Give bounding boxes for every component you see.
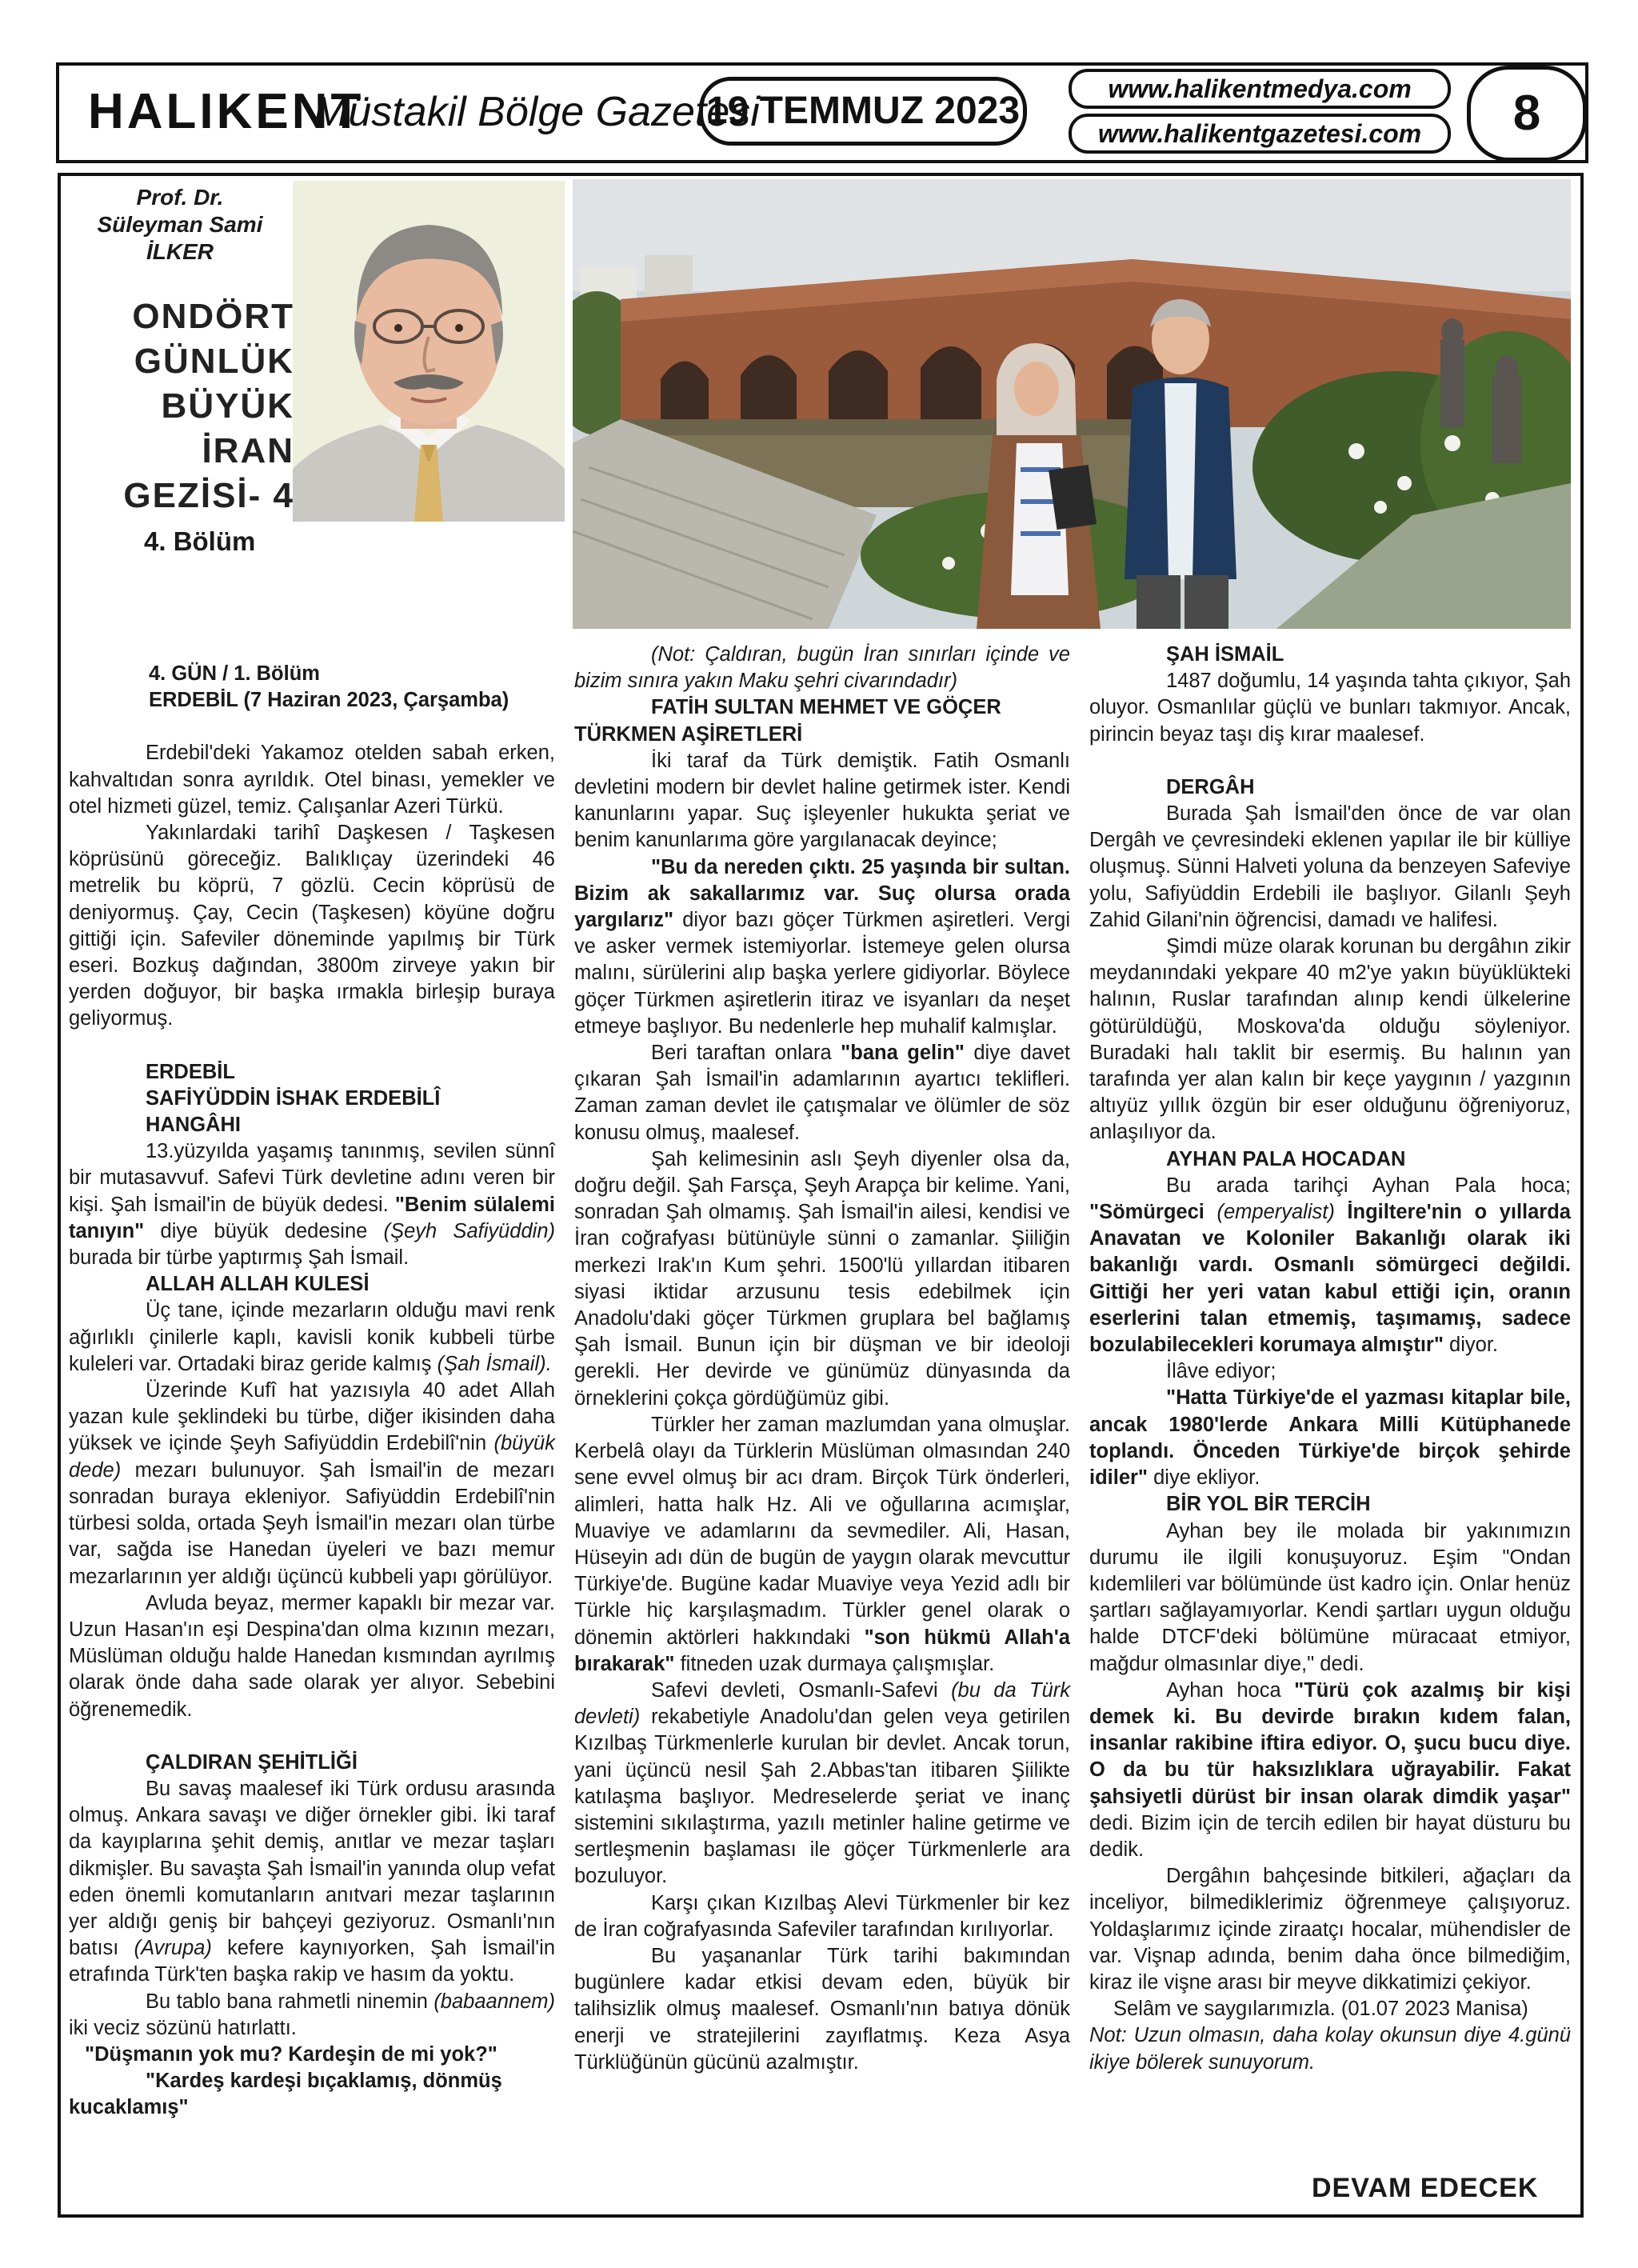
text: diye büyük dedesine [144, 1219, 384, 1242]
paragraph [69, 1989, 555, 2042]
headline-line-5: GEZİSİ- 4 [123, 476, 294, 515]
text: Türkler her zaman mazlumdan yana olmuşlar. Kerbelâ olayı da Türklerin Müslüman olmasından 240 sene evvel olmuş bir acı dram. Birçok Türk önderleri, alimleri, hatta halk Hz. Ali ve oğullarına acımışlar, Muaviye ve adamlarını da sevmediler. Ali, Hasan, Hüseyin adı dün de bugün de yaygın olarak mevcuttur Türkiye'de. Bugüne kadar Muaviye veya Yezid adlı bir Türkle hiç karşılaşmadım. Türkler genel olarak o dönemin aktörleri hakkındaki [574, 1413, 1070, 1649]
paragraph: Erdebil'deki Yakamoz otelden sabah erken, kahvaltıdan sonra ayrıldık. Otel binası, yemekler ve otel hizmeti güzel, temiz. Çalışanlar Azeri Türkü. [69, 742, 555, 818]
text: dedi. Bizim için de tercih edilen bir hayat düsturu bu dedik. [1089, 1811, 1571, 1861]
text: iki veciz sözünü hatırlattı. [69, 2016, 297, 2039]
italic-text: (bu da Türk devleti) [574, 1678, 1071, 1729]
note: (Not: Çaldıran, bugün İran sınırları içinde ve bizim sınıra yakın Maku şehri civarındadır) [574, 643, 1070, 693]
author-title: Prof. Dr. [136, 185, 224, 210]
paragraph: Burada Şah İsmail'den önce de var olan Dergâh ve çevresindeki eklenen yapılar ile bir külliye oluşmuş. Sünni Halveti yoluna da benzeyen Safeviye yolu, Safiyüddin Erdebili ile başlıyor. Gilanlı Şeyh Zahid Gilani'nin öğrencisi, damadı ve halifesi. [1089, 802, 1571, 931]
article-headline [66, 294, 294, 518]
text: Bu tablo bana rahmetli ninemin [146, 1990, 434, 2013]
text: rekabetiyle Anadolu'dan gelen veya getirilen Kızılbaş Türkmenlerle kurulan bir devlet. Ancak torun, yani üçüncü nesil Şah 2.Abbas'tan itibaren Şiilikte katılaşma başlıyor. Medreselerde şeriat ve inanç sistemini sıkılaştırma, yazılı metinler haline getirme ve sertleşmenin başlaması ile göçer Türkmenlerle ara bozuluyor. [574, 1706, 1070, 1888]
newspaper-header [56, 62, 1588, 163]
location-date: ERDEBİL (7 Haziran 2023, Çarşamba) [149, 689, 509, 712]
text: Bu savaş maalesef iki Türk ordusu arasında olmuş. Ankara savaşı ve diğer örnekler gibi. İki taraf da kayıplarına şehit demiş, anıtlar ve mezar taşları dikmişler. Bu savaşta Şah İsmail'in yanında olup vefat eden önemli komutanların anıtvari mezar taşlarının yer aldığı geniş bir bahçeyi geziyoruz. Osmanlı'nın batısı [69, 1777, 555, 1960]
column-1 [69, 661, 555, 2122]
headline-line-2: GÜNLÜK [134, 342, 294, 381]
paragraph [1089, 1385, 1571, 1491]
headline-line-3: BÜYÜK [161, 386, 294, 426]
section-heading: AYHAN PALA HOCADAN [1166, 1147, 1406, 1170]
author-portrait-photo [293, 181, 565, 522]
paragraph [69, 1138, 555, 1271]
text: burada bir türbe yaptırmış Şah İsmail. [69, 1246, 410, 1270]
text: kefere kaynıyorken, Şah İsmail'in etrafında Türk'ten başka rakip ve hasım da yoktu. [69, 1937, 555, 1986]
text: diye ekliyor. [1148, 1466, 1260, 1490]
text: 13.yüzyılda yaşamış tanınmış, sevilen sünnî bir mutasavvuf. Safevi Türk devletine adını veren bir kişi. Şah İsmail'in de büyük dedesi. [69, 1140, 555, 1216]
text: Beri taraftan onlara [651, 1042, 841, 1065]
masthead-subtitle: Müstakil Bölge Gazetesi [314, 89, 760, 135]
text: diye davet çıkaran Şah İsmail'in adamlarının ayartıcı teklifleri. Zaman zaman devlet ile çatışmalar ve ölümler de söz konusu olmuş, maalesef. [574, 1042, 1070, 1144]
column-2 [574, 642, 1070, 2076]
author-first-name: Süleyman Sami [97, 212, 263, 237]
closing-note: Not: Uzun olmasın, daha kolay okunsun diye 4.günü ikiye bölerek sunuyorum. [1089, 2024, 1571, 2074]
text: mezarı bulunuyor. Şah İsmail'in de mezarı sonradan buraya ekleniyor. Safiyüddin Erdebilî'nin türbesi solda, ortada Şeyh İsmail'in mezarı olan türbe var, sağda ise Hanedan üyeleri ve bazı memur mezarlarının yer aldığı üçüncü kubbeli yapı görülüyor. [69, 1458, 555, 1588]
paragraph: Şah kelimesinin aslı Şeyh diyenler olsa da, doğru değil. Şah Farsça, Şeyh Arapça bir kelime. Yani, sonradan Şah olmamış. Şah İsmail'in ailesi, kendisi ve İran coğrafyası bütünüyle sünni o zamanlar. Şiiliğin merkezi Irak'ın Kum şehri. 1500'lü yıllardan itibaren siyasi iktidar arzusunu tesis edebilmek için Anadolu'daki göçer Türkmen gruplara bel bağlamış Şah İsmail. Bunun için bir düşman ve bir ideoloji gerekli. Her devirde ve günümüz dünyasında da örneklerini çokça gördüğümüz gibi. [574, 1147, 1070, 1410]
section-heading: FATİH SULTAN MEHMET VE GÖÇER TÜRKMEN AŞİRETLERİ [574, 696, 1001, 746]
text: Üç tane, içinde mezarların olduğu mavi renk ağırlıklı çinilerle kaplı, kavisli konik kubbeli türbe kuleleri var. Ortadaki biraz geride kalmış [69, 1299, 555, 1375]
section-heading: ALLAH ALLAH KULESİ [146, 1273, 370, 1296]
paragraph: Bu yaşananlar Türk tarihi bakımından bugünlere kadar etkisi devam eden, büyük bir talihsizlik olmuş maalesef. Osmanlı'nın batıya dönük enerji ve stratejilerini zayıflatmış. Keza Asya Türklüğünün gücünü azalmıştır. [574, 1944, 1070, 2074]
paragraph [1089, 1678, 1571, 1863]
page-number: 8 [1467, 66, 1587, 162]
paragraph: İlâve ediyor; [1166, 1360, 1276, 1383]
italic-text: (babaannem) [433, 1990, 555, 2013]
continued-label: DEVAM EDECEK [1312, 2173, 1539, 2203]
text: diyor bazı göçer Türkmen aşiretleri. Vergi ve asker vermek istemiyorlar. İstemeye gelen olursa malını, sürülerini alıp başka yerlere gidiyorlar. Böylece göçer Türkmen aşiretlerin itiraz ve isyanları da neşet etmeye başlıyor. Bu nedenlerle hep muhalif kalmışlar. [574, 909, 1070, 1038]
paragraph [574, 1040, 1070, 1146]
text: Safevi devleti, Osmanlı-Safevi [651, 1678, 952, 1702]
section-heading: HANGÂHI [146, 1114, 241, 1137]
italic-text: (emperyalist) [1217, 1201, 1335, 1224]
bold-quote: "bana gelin" [841, 1042, 965, 1065]
text: Yakınlardaki tarihî Daşkesen / Taşkesen köprüsünü göreceğiz. Balıklıçay üzerindeki 46 metrelik bu köprü, 7 gözlü. Cecin köprüsü de deniyormuş. Çay, Cecin (Taşkesen) köyüne doğru gittiği için. Safeviler döneminde yapılmış bir Türk eseri. Bozkuş dağından, 3800m zirveye yakın bir yerden doğuyor, bir başka ırmakla birleşip buraya geliyormuş. [69, 822, 555, 1030]
paragraph: 1487 doğumlu, 14 yaşında tahta çıkıyor, Şah oluyor. Osmanlılar güçlü ve bunları takmıyor. Ancak, pirincin beyaz taşı diş kırar maalesef. [1089, 670, 1571, 746]
headline-line-1: ONDÖRT [132, 297, 294, 336]
paragraph: Avluda beyaz, mermer kapaklı bir mezar var. Uzun Hasan'ın eşi Despina'dan olma kızının mezarı, Müslüman olduğu halde Hanedan kısmından ayrılmış olarak önde daha sade olarak yer alıyor. Sebebini öğrenemedik. [69, 1591, 555, 1721]
paragraph [574, 854, 1070, 1040]
sign-off: Selâm ve saygılarımızla. (01.07 2023 Manisa) [1113, 1998, 1528, 2021]
paragraph: İki taraf da Türk demiştik. Fatih Osmanlı devletini modern bir devlet haline getirmek ister. Kendi kanunlarını yapar. Suç işleyenler hukukta şeriat ve benim kanunlarıma göre yargılanacak deyince; [574, 749, 1070, 852]
paragraph [69, 1776, 555, 1989]
bold-quote: "Sömürgeci [1089, 1201, 1217, 1224]
bridge-couple-photo [573, 179, 1571, 629]
paragraph [574, 1412, 1070, 1678]
website-link-medya[interactable]: www.halikentmedya.com [1069, 69, 1451, 109]
text: Üzerinde Kufî hat yazısıyla 40 adet Allah yazan kule şeklindeki bu türbe, diğer ikisinden daha yüksek ve içinde Şeyh Safiyüddin Erdebilî'nin [69, 1379, 555, 1455]
paragraph [574, 1678, 1070, 1890]
bold-quote: "Hatta Türkiye'de el yazması kitaplar bile, ancak 1980'lerde Ankara Milli Kütüphanede toplandı. Önceden Türkiye'de birçok şehirde idiler" [1089, 1386, 1571, 1490]
section-heading: ÇALDIRAN ŞEHİTLİĞİ [146, 1750, 358, 1774]
paragraph [1089, 1173, 1571, 1358]
paragraph: Şimdi müze olarak korunan bu dergâhın zikir meydanındaki yekpare 40 m2'ye yakın büyüklükteki halının, Ruslar tarafından alınıp kendi ülkelerine götürüldüğü, Moskova'da olduğu söyleniyor. Buradaki halı taklit bir esermiş. Bu halının yan tarafında yer alan kalın bir keçe yaygının / yazgının altıyüz yıllık özgün bir eser olduğunu öğreniyoruz, anlaşılıyor da. [1089, 935, 1571, 1144]
text: diyor. [1443, 1334, 1498, 1357]
section-heading: BİR YOL BİR TERCİH [1166, 1493, 1371, 1516]
headline-line-4: İRAN [202, 431, 294, 470]
paragraph: Ayhan bey ile molada bir yakınımızın durumu ile ilgili konuşuyoruz. Eşim "Ondan kıdemlileri var bölümünde üst kadro için. Onlar henüz şartları sağlayamıyorlar. Kendi şartları uygun olduğu halde DTCF'deki bölümüne müracaat etmiyor, mağdur olmasınlar diye," dedi. [1089, 1519, 1571, 1675]
section-heading: ERDEBİL [146, 1060, 235, 1083]
paragraph [69, 1378, 555, 1590]
bold-quote: "Türü çok azalmış bir kişi demek ki. Bu devirde bırakın kıdem falan, insanlar rakibine iftira ediyor. O, şucu bucu diye. O da bu tür haksızlıklara uğrayabilir. Fakat şahsiyetli dürüst bir insan olarak dimdik yaşar" [1089, 1678, 1572, 1808]
italic-text: (büyük dede) [69, 1432, 555, 1482]
section-heading: ŞAH İSMAİL [1166, 643, 1284, 666]
section-heading: DERGÂH [1166, 775, 1255, 798]
paragraph [69, 1298, 555, 1378]
italic-text: (Şah İsmail). [437, 1352, 552, 1375]
paragraph: Karşı çıkan Kızılbaş Alevi Türkmenler bir kez de İran coğrafyasında Safeviler tarafından kırılıyorlar. [574, 1891, 1070, 1941]
day-label: 4. GÜN / 1. Bölüm [149, 662, 320, 685]
column-3 [1089, 642, 1571, 2076]
bold-quote: "son hükmü Allah'a bırakarak" [574, 1626, 1070, 1675]
author-byline [77, 184, 283, 266]
quote-line: "Kardeş kardeşi bıçaklamış, dönmüş kucaklamış" [69, 2070, 502, 2119]
bold-quote: "Bu da nereden çıktı. 25 yaşında bir sultan. Bizim ak sakallarımız var. Suç olursa orada yargılarız" [574, 855, 1070, 932]
paragraph [69, 820, 555, 1033]
bold-quote: "Benim sülalemi tanıyın" [69, 1193, 555, 1242]
quote-line: "Düşmanın yok mu? Kardeşin de mi yok?" [85, 2042, 497, 2066]
part-label: 4. Bölüm [144, 526, 256, 556]
bold-quote: İngiltere'nin o yıllarda Anavatan ve Koloniler Bakanlığı olarak iki bakanlığı vardı. Osmanlı sömürgeci değildi. Gittiği her yeri vatan kabul ettiği için, oranın eserlerini talan etmemiş, taşımamış, sadece bozulabilecekleri korumaya almıştır" [1089, 1201, 1571, 1357]
text: fitneden uzak durmaya çalışmışlar. [674, 1652, 995, 1675]
issue-date: 19 TEMMUZ 2023 [699, 77, 1027, 146]
section-heading: SAFİYÜDDİN İSHAK ERDEBİLÎ [146, 1086, 441, 1110]
author-last-name: İLKER [146, 239, 214, 264]
italic-text: (Şeyh Safiyüddin) [383, 1219, 556, 1242]
text: Bu arada tarihçi Ayhan Pala hoca; [1166, 1174, 1571, 1197]
paragraph: Dergâhın bahçesinde bitkileri, ağaçları da inceliyor, bilmediklerimiz öğrenmeye çalışıyoruz. Yoldaşlarımız içinde ziraatçı hocalar, mühendisler de var. Vişnap adında, benim daha önce bilmediğim, kiraz ile vişne arası bir meyve dikkatimizi çekiyor. [1089, 1865, 1571, 1994]
masthead: HALIKENT [88, 84, 365, 139]
italic-text: (Avrupa) [134, 1937, 212, 1960]
text: Ayhan hoca [1166, 1678, 1295, 1702]
website-link-gazete[interactable]: www.halikentgazetesi.com [1069, 114, 1451, 154]
